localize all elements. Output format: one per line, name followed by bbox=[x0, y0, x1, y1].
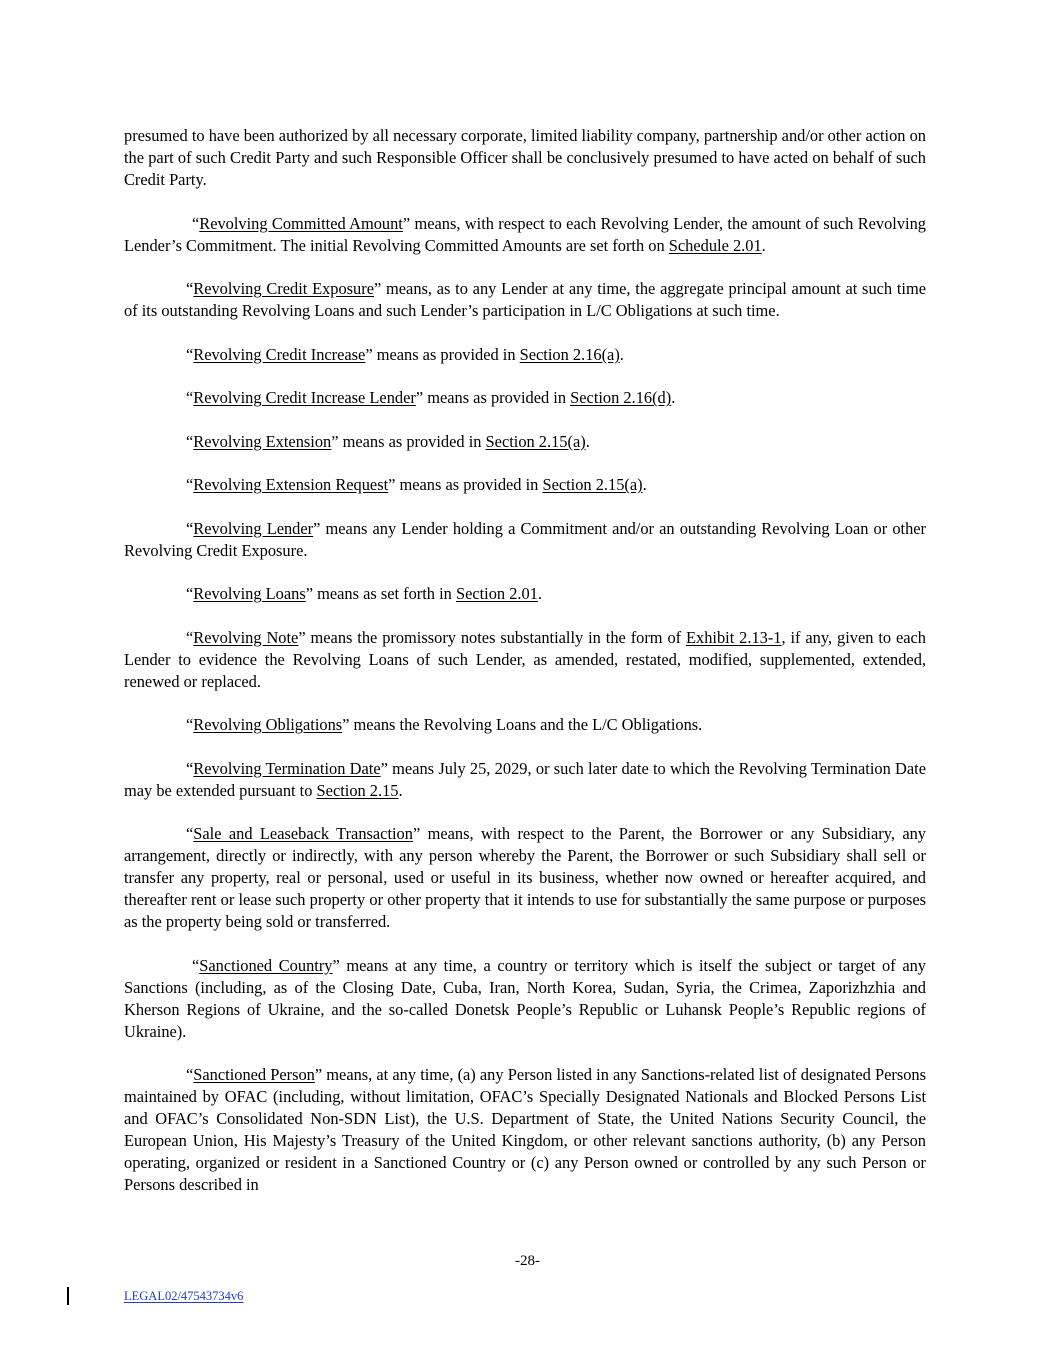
defined-term: Revolving Loans bbox=[193, 584, 306, 603]
cross-reference: Schedule 2.01 bbox=[668, 235, 762, 255]
definition-paragraph bbox=[124, 758, 926, 802]
definition-paragraph bbox=[124, 518, 926, 562]
cross-reference: Section 2.15(a) bbox=[485, 431, 586, 451]
defined-term: Revolving Credit Increase Lender bbox=[193, 388, 416, 407]
open-quote: “ bbox=[186, 1065, 194, 1084]
open-quote: “ bbox=[186, 279, 194, 298]
defined-term: Sanctioned Person bbox=[193, 1065, 315, 1084]
open-quote: “ bbox=[186, 475, 194, 494]
open-quote: “ bbox=[192, 213, 200, 233]
definition-paragraph bbox=[124, 387, 926, 409]
definition-text: ” means, with respect to the Parent, the Borrower or any Subsidiary, any arrangement, directly or indirectly, with any person whereby the Parent, the Borrower or such Subsidiary shall sell or transfer any property, real or personal, used or useful in its business, whether now owned or hereafter acquired, and thereafter rent or lease such property or other property that it intends to use for substantially the same purpose or purposes as the property being sold or transferred. bbox=[124, 824, 926, 931]
revision-bar bbox=[67, 1287, 69, 1305]
cross-reference: Section 2.16(a) bbox=[519, 344, 620, 364]
open-quote: “ bbox=[186, 431, 194, 451]
defined-term: Revolving Extension bbox=[193, 431, 332, 451]
continuation-paragraph: presumed to have been authorized by all necessary corporate, limited liability company, partnership and/or other action on the part of such Credit Party and such Responsible Officer shall be conclusively presumed to have acted on behalf of such Credit Party. bbox=[124, 126, 926, 189]
definition-text: . bbox=[398, 780, 403, 800]
definition-paragraph bbox=[124, 213, 926, 257]
open-quote: “ bbox=[186, 584, 194, 603]
definition-paragraph bbox=[124, 823, 926, 933]
defined-term: Revolving Termination Date bbox=[193, 758, 381, 778]
cross-reference: Section 2.01 bbox=[455, 584, 538, 603]
definition-text: , if any, given to each Lender to evidence the Revolving Loans of such Lender, as amended, restated, modified, supplemented, extended, renewed or replaced. bbox=[124, 627, 926, 691]
definition-text: . bbox=[642, 475, 647, 494]
definition-text: ” means as provided in bbox=[415, 388, 571, 407]
definition-paragraph bbox=[124, 344, 926, 366]
cross-reference: Section 2.15 bbox=[316, 780, 399, 800]
definition-text: . bbox=[619, 344, 624, 364]
definition-text: . bbox=[585, 431, 590, 451]
open-quote: “ bbox=[186, 518, 194, 538]
definition-paragraph bbox=[124, 431, 926, 453]
definition-text: ” means the Revolving Loans and the L/C Obligations. bbox=[342, 715, 703, 734]
defined-term: Revolving Note bbox=[193, 627, 299, 647]
definition-text: . bbox=[761, 235, 766, 255]
definition-paragraph bbox=[124, 474, 926, 496]
defined-term: Revolving Obligations bbox=[193, 715, 343, 734]
definition-paragraph bbox=[124, 278, 926, 322]
defined-term: Sanctioned Country bbox=[199, 955, 333, 975]
definition-text: ” means as provided in bbox=[331, 431, 486, 451]
definition-text: . bbox=[537, 584, 543, 603]
document-body bbox=[124, 125, 926, 1218]
open-quote: “ bbox=[186, 824, 194, 843]
open-quote: “ bbox=[186, 715, 194, 734]
page-number: -28- bbox=[515, 1253, 540, 1269]
document-reference-link[interactable]: LEGAL02/47543734v6 bbox=[124, 1289, 244, 1303]
definition-text: ” means, at any time, (a) any Person listed in any Sanctions-related list of designated Persons maintained by OFAC (including, without limitation, OFAC’s Specially Designated Nationals and Blocked Persons List and OFAC’s Consolidated Non-SDN List), the U.S. Department of State, the United Nations Security Council, the European Union, His Majesty’s Treasury of the United Kingdom, or other relevant sanctions authority, (b) any Person operating, organized or resident in a Sanctioned Country or (c) any Person owned or controlled by any such Person or Persons described in bbox=[124, 1065, 926, 1194]
defined-term: Revolving Committed Amount bbox=[199, 213, 403, 233]
definition-text: ” means as set forth in bbox=[305, 584, 456, 603]
cross-reference: Section 2.15(a) bbox=[542, 475, 643, 494]
definition-paragraph bbox=[124, 714, 926, 736]
definition-text: ” means as provided in bbox=[365, 344, 520, 364]
definition-text: ” means the promissory notes substantially in the form of bbox=[298, 627, 686, 647]
definition-text: . bbox=[671, 388, 676, 407]
definition-text: ” means any Lender holding a Commitment and/or an outstanding Revolving Loan or other Revolving Credit Exposure. bbox=[124, 518, 926, 560]
definition-text: ” means as provided in bbox=[388, 475, 543, 494]
open-quote: “ bbox=[186, 627, 194, 647]
cross-reference: Exhibit 2.13-1 bbox=[686, 627, 782, 647]
definition-paragraph bbox=[124, 583, 926, 605]
open-quote: “ bbox=[186, 758, 194, 778]
defined-term: Revolving Credit Increase bbox=[193, 344, 366, 364]
open-quote: “ bbox=[186, 388, 194, 407]
defined-term: Revolving Extension Request bbox=[193, 475, 389, 494]
open-quote: “ bbox=[192, 955, 200, 975]
cross-reference: Section 2.16(d) bbox=[570, 388, 672, 407]
definition-paragraph bbox=[124, 1064, 926, 1196]
defined-term: Sale and Leaseback Transaction bbox=[193, 824, 413, 843]
definition-text: ” means at any time, a country or territory which is itself the subject or target of any Sanctions (including, as of the Closing Date, Cuba, Iran, North Korea, Sudan, Syria, the Crimea, Zaporizhzhia and Kherson Regions of Ukraine, and the so-called Donetsk People’s Republic or Luhansk People’s Republic regions of Ukraine). bbox=[124, 955, 927, 1041]
definition-text: ” means, with respect to each Revolving Lender, the amount of such Revolving Lender’s Commitment. The initial Revolving Committed Amounts are set forth on bbox=[124, 213, 926, 255]
open-quote: “ bbox=[186, 344, 194, 364]
defined-term: Revolving Lender bbox=[193, 518, 314, 538]
definition-paragraph bbox=[124, 955, 926, 1043]
definition-text: ” means, as to any Lender at any time, the aggregate principal amount at such time of its outstanding Revolving Loans and such Lender’s participation in L/C Obligations at such time. bbox=[124, 279, 926, 320]
defined-term: Revolving Credit Exposure bbox=[193, 279, 374, 298]
definition-text: ” means July 25, 2029, or such later date to which the Revolving Termination Date may be extended pursuant to bbox=[124, 758, 926, 800]
definition-paragraph bbox=[124, 627, 926, 693]
